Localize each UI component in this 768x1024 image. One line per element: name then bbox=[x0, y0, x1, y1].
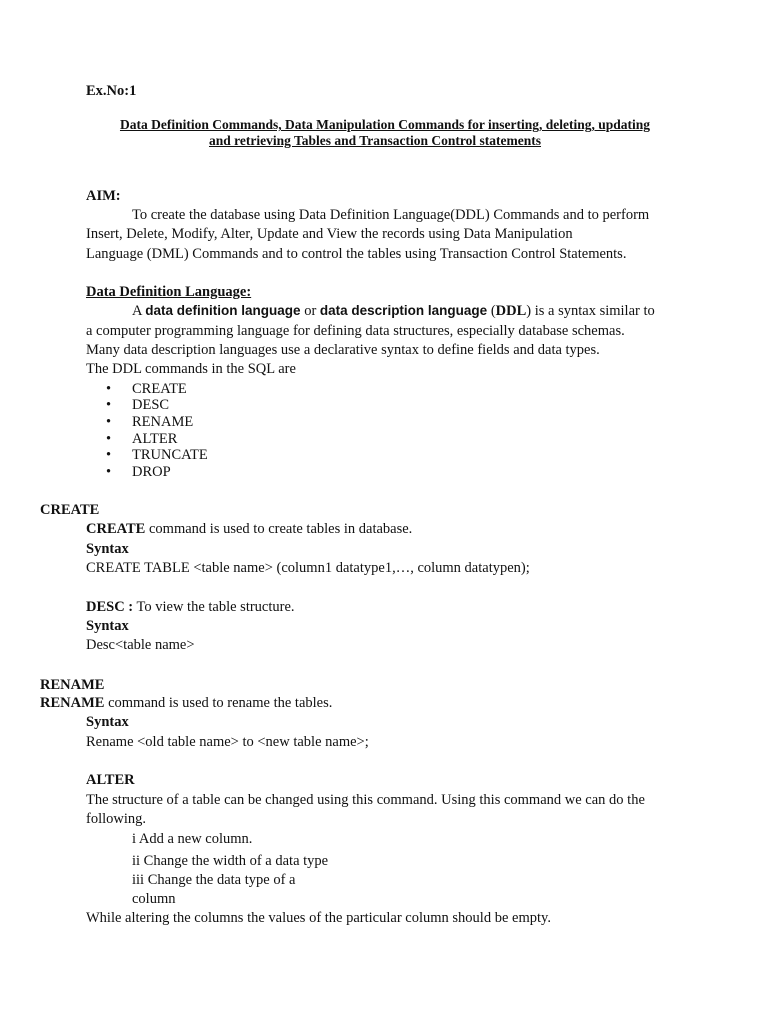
rename-keyword: RENAME bbox=[40, 695, 105, 711]
ddl-acronym: DDL bbox=[495, 303, 527, 319]
create-description bbox=[86, 520, 412, 538]
alter-line-1: The structure of a table can be changed using this command. Using this command we can do the bbox=[86, 792, 645, 808]
ddl-term-definition: data definition language bbox=[145, 303, 301, 318]
bullet-icon: • bbox=[106, 414, 112, 430]
ddl-text-rest: ) is a syntax similar to bbox=[526, 303, 655, 319]
desc-syntax: Desc<table name> bbox=[86, 637, 195, 653]
ddl-paragraph-line-1 bbox=[132, 302, 655, 320]
alter-item: column bbox=[132, 891, 176, 907]
list-item: ALTER bbox=[132, 431, 178, 447]
bullet-icon: • bbox=[106, 431, 112, 447]
desc-description-text: To view the table structure. bbox=[133, 599, 295, 615]
ddl-text-paren: ( bbox=[487, 303, 496, 319]
create-description-text: command is used to create tables in database. bbox=[145, 521, 413, 537]
bullet-icon: • bbox=[106, 381, 112, 397]
rename-heading: RENAME bbox=[40, 677, 105, 693]
list-item: DROP bbox=[132, 464, 171, 480]
bullet-icon: • bbox=[106, 464, 112, 480]
rename-syntax: Rename <old table name> to <new table name>; bbox=[86, 734, 369, 750]
alter-item: ii Change the width of a data type bbox=[132, 853, 329, 869]
alter-heading: ALTER bbox=[86, 772, 135, 788]
ddl-text-or: or bbox=[300, 303, 320, 319]
aim-heading: AIM: bbox=[86, 188, 121, 204]
alter-footer: While altering the columns the values of the particular column should be empty. bbox=[86, 910, 551, 926]
create-syntax: CREATE TABLE <table name> (column1 datatype1,…, column datatypen); bbox=[86, 560, 530, 576]
alter-item: i Add a new column. bbox=[132, 831, 253, 847]
ddl-paragraph-line-3: Many data description languages use a declarative syntax to define fields and data types. bbox=[86, 342, 600, 358]
list-item: RENAME bbox=[132, 414, 194, 430]
create-syntax-label: Syntax bbox=[86, 541, 129, 557]
page-title-line-2: and retrieving Tables and Transaction Control statements bbox=[208, 133, 542, 148]
list-item: TRUNCATE bbox=[132, 447, 208, 463]
rename-syntax-label: Syntax bbox=[86, 714, 129, 730]
aim-line-3: Language (DML) Commands and to control the tables using Transaction Control Statements. bbox=[86, 246, 627, 262]
exercise-number: Ex.No:1 bbox=[86, 83, 137, 99]
page-title-line-1: Data Definition Commands, Data Manipulation Commands for inserting, deleting, updating bbox=[119, 117, 651, 132]
desc-description bbox=[86, 598, 295, 616]
alter-item: iii Change the data type of a bbox=[132, 872, 296, 888]
rename-description bbox=[40, 694, 332, 712]
desc-heading: DESC : bbox=[86, 599, 134, 615]
ddl-text-a: A bbox=[132, 303, 146, 319]
ddl-heading: Data Definition Language: bbox=[86, 284, 252, 300]
ddl-term-description: data description language bbox=[319, 303, 488, 318]
rename-description-text: command is used to rename the tables. bbox=[104, 695, 333, 711]
ddl-paragraph-line-2: a computer programming language for defining data structures, especially database schemas. bbox=[86, 323, 625, 339]
create-keyword: CREATE bbox=[86, 521, 146, 537]
aim-line-1: To create the database using Data Definition Language(DDL) Commands and to perform bbox=[132, 207, 650, 223]
create-heading: CREATE bbox=[40, 502, 100, 518]
aim-line-2: Insert, Delete, Modify, Alter, Update and View the records using Data Manipulation bbox=[86, 226, 573, 242]
bullet-icon: • bbox=[106, 447, 112, 463]
list-item: CREATE bbox=[132, 381, 187, 397]
alter-line-2: following. bbox=[86, 811, 147, 827]
bullet-icon: • bbox=[106, 397, 112, 413]
desc-syntax-label: Syntax bbox=[86, 618, 129, 634]
list-item: DESC bbox=[132, 397, 170, 413]
ddl-paragraph-line-4: The DDL commands in the SQL are bbox=[86, 361, 296, 377]
